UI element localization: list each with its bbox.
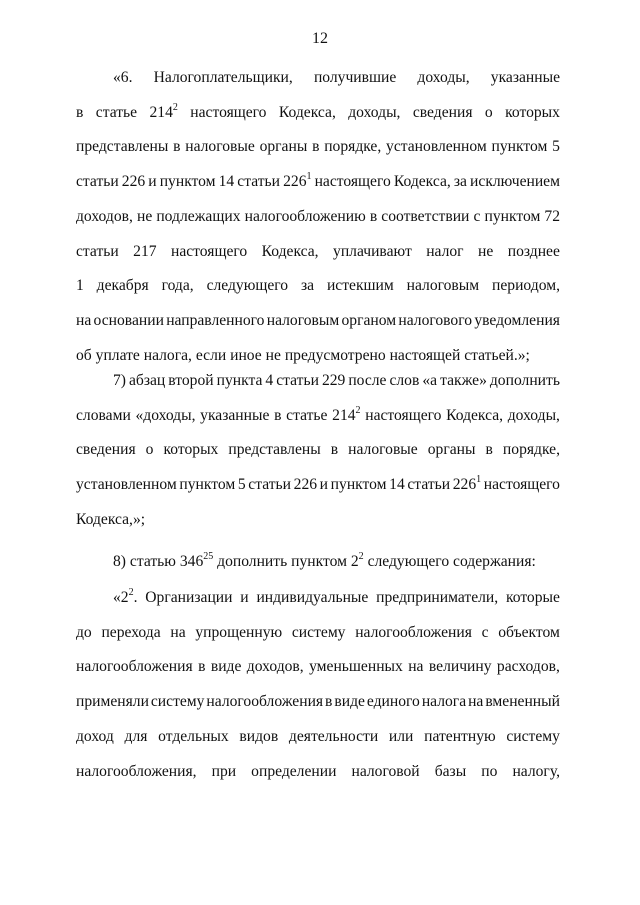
- text-line: применяли систему налогообложения в виде единого налога на вмененный: [76, 693, 560, 711]
- text-line: доходов, не подлежащих налогообложению в соответствии с пунктом 72: [76, 207, 560, 225]
- text-line: статьи 226 и пунктом 14 статьи $226^1$ настоящего Кодекса, за исключением: [76, 172, 560, 191]
- text-line: установленном пунктом 5 статьи 226 и пунктом 14 статьи $226^1$ настоящего: [76, 475, 560, 494]
- text-line: 8) статью $346^{25}$ дополнить пунктом $2^2$ следующего содержания:: [113, 552, 536, 570]
- text-line: на основании направленного налоговым органом налогового уведомления: [76, 311, 560, 329]
- text-line: налогообложения в виде доходов, уменьшенных на величину расходов,: [76, 658, 560, 676]
- text-line: «6. Налогоплательщики, получившие доходы, указанные: [113, 69, 560, 86]
- text-line: до перехода на упрощенную систему налогообложения с объектом: [76, 623, 560, 641]
- text-line: сведения о которых представлены в налоговые органы в порядке,: [76, 441, 560, 459]
- text-line: в статье $214^2$ настоящего Кодекса, доходы, сведения о которых: [76, 102, 560, 121]
- text-line: «$2^2$. Организации и индивидуальные предприниматели, которые: [113, 588, 560, 606]
- text-line: статьи 217 настоящего Кодекса, уплачивают налог не позднее: [76, 242, 560, 260]
- text-line: Кодекса,»;: [76, 510, 146, 528]
- text-line: 7) абзац второй пункта 4 статьи 229 после слов «а также» дополнить: [113, 372, 560, 389]
- text-line: словами «доходы, указанные в статье $214^2$ настоящего Кодекса, доходы,: [76, 405, 560, 424]
- text-line: об уплате налога, если иное не предусмотрено настоящей статьей.»;: [76, 346, 530, 364]
- page-number: 12: [312, 30, 328, 47]
- text-line: 1 декабря года, следующего за истекшим налоговым периодом,: [76, 277, 560, 295]
- text-line: доход для отдельных видов деятельности или патентную систему: [76, 727, 560, 745]
- text-line: представлены в налоговые органы в порядке, установленном пунктом 5: [76, 138, 560, 156]
- text-line: налогообложения, при определении налоговой базы по налогу,: [76, 762, 560, 780]
